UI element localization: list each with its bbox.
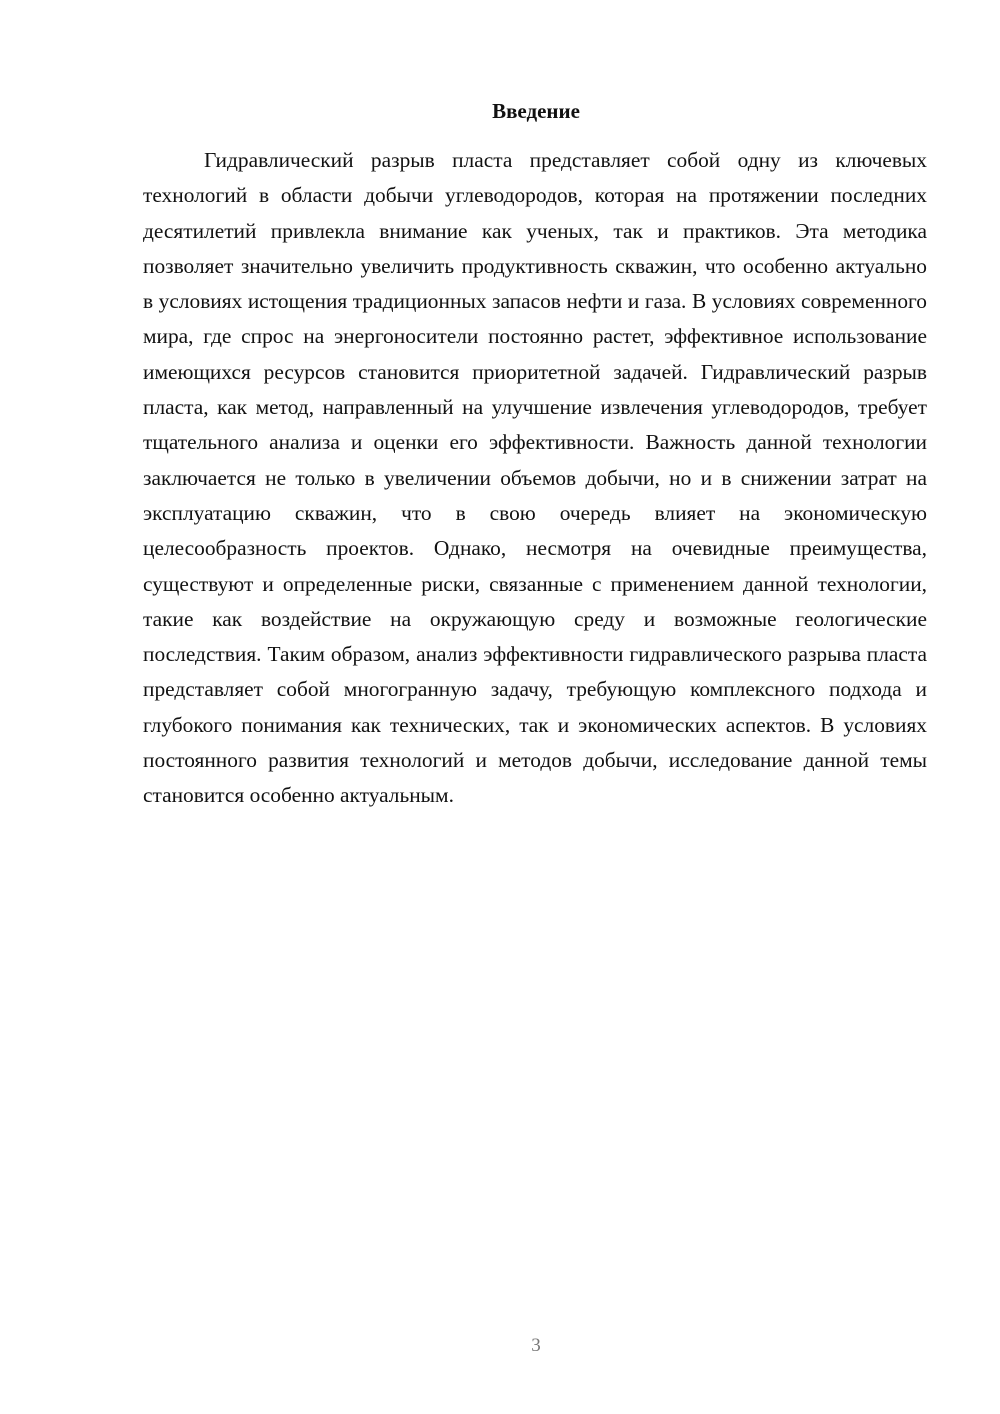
section-heading: Введение: [492, 99, 580, 123]
page-number: 3: [531, 1335, 541, 1356]
body-paragraph: Гидравлический разрыв пласта представляет собой одну из ключевых технологий в области добычи углеводородов, которая на протяжении последних десятилетий привлекла внимание как ученых, так и практиков. Эта методика позволяет значительно увеличить продуктивность скважин, что особенно актуально в условиях истощения традиционных запасов нефти и газа. В условиях современного мира, где спрос на энергоносители постоянно растет, эффективное использование имеющихся ресурсов становится приоритетной задачей. Гидравлический разрыв пласта, как метод, направленный на улучшение извлечения углеводородов, требует тщательного анализа и оценки его эффективности. Важность данной технологии заключается не только в увеличении объемов добычи, но и в снижении затрат на эксплуатацию скважин, что в свою очередь влияет на экономическую целесообразность проектов. Однако, несмотря на очевидные преимущества, существуют и определенные риски, связанные с применением данной технологии, такие как воздействие на окружающую среду и возможные геологические последствия. Таким образом, анализ эффективности гидравлического разрыва пласта представляет собой многогранную задачу, требующую комплексного подхода и глубокого понимания как технических, так и экономических аспектов. В условиях постоянного развития технологий и методов добычи, исследование данной темы становится особенно актуальным.: [143, 148, 927, 808]
